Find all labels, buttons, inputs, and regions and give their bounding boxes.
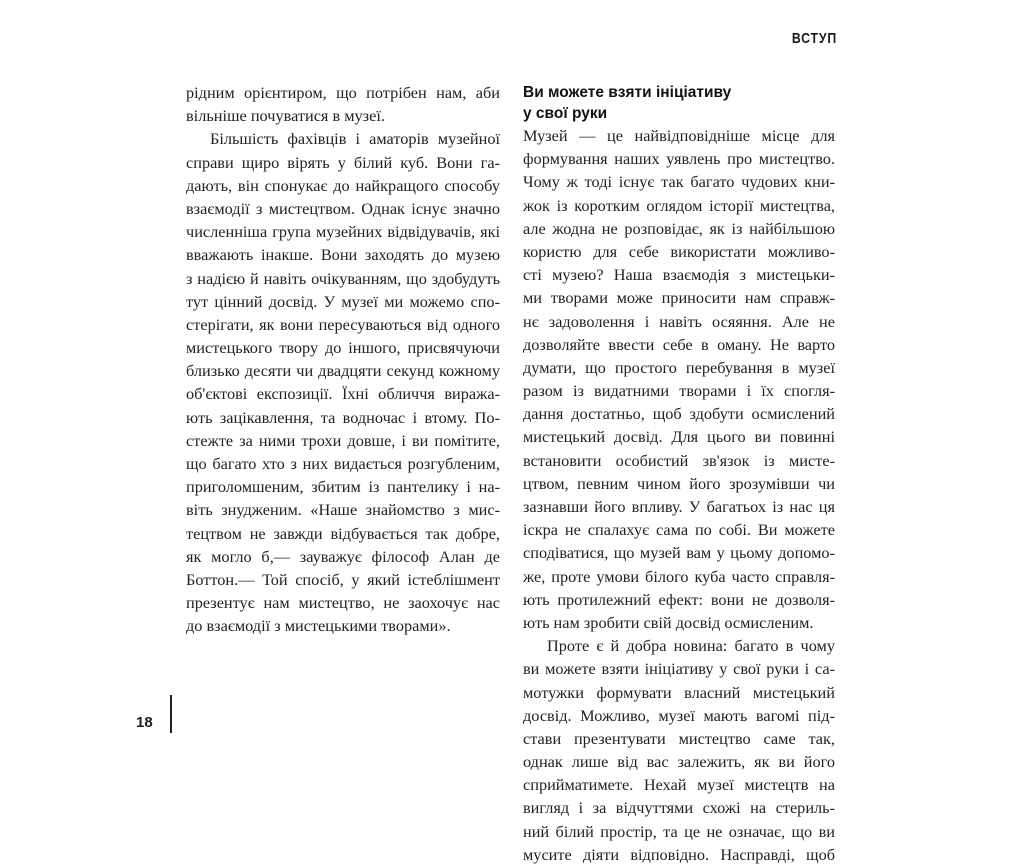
text-line: близько десяти чи двадцяти секунд кожному xyxy=(186,361,500,381)
running-head: ВСТУП xyxy=(791,30,837,47)
text-line: взаємодії з мистецтвом. Однак існує значно xyxy=(186,198,500,218)
text-line: але жодна не розповідає, як із найбільшою xyxy=(523,218,835,238)
text-line: ний білий простір, та це не означає, що ви xyxy=(523,821,835,841)
text-line: з надією й навіть очікуванням, що здобудуть xyxy=(186,268,500,288)
text-line: мотужки формувати власний мистецький xyxy=(523,682,835,702)
text-line: жок із коротким оглядом історії мистецтва, xyxy=(523,195,835,215)
text-line: як могло б,— зауважує філософ Алан де xyxy=(186,546,500,566)
text-line: Проте є й добра новина: багато в чому xyxy=(547,636,835,656)
text-line: Чому ж тоді існує так багато чудових кни- xyxy=(523,172,835,192)
section-heading xyxy=(523,83,835,124)
text-line: ють протилежний ефект: вони не дозволя- xyxy=(523,589,835,609)
text-line: до взаємодії з мистецькими творами». xyxy=(186,616,451,636)
text-line: дозволяйте ввести себе в оману. Не варто xyxy=(523,334,835,354)
text-line: Більшість фахівців і аматорів музейної xyxy=(210,129,500,149)
text-line: ви можете взяти ініціативу у свої руки і са- xyxy=(523,659,835,679)
text-line: стави презентувати мистецтво саме так, xyxy=(523,728,835,748)
text-line: досвід. Можливо, музеї мають вагомі під- xyxy=(523,705,835,725)
text-line: користю для себе використати можливо- xyxy=(523,241,835,261)
text-line: Музей — це найвідповідніше місце для xyxy=(523,126,835,145)
text-line: вільніше почуватися в музеї. xyxy=(186,106,385,126)
text-line: сті музею? Наша взаємодія з мистецьки- xyxy=(523,265,835,285)
text-line: сподіватися, що музей вам у цьому допомо- xyxy=(523,543,835,563)
text-line: віть знудженим. «Наше знайомство з мис- xyxy=(186,500,500,520)
text-line: об'єктові експозиції. Їхні обличчя виража- xyxy=(186,384,500,404)
text-line: тецтвом не завжди відбувається так добре, xyxy=(186,523,500,543)
text-line: мистецький досвід. Для цього ви повинні xyxy=(523,427,835,447)
text-line: вважають інакше. Вони заходять до музею xyxy=(186,245,500,265)
right-column xyxy=(523,81,835,866)
text-line: ють зацікавлення, та водночас і втому. По- xyxy=(186,407,500,427)
text-line: же, проте умови білого куба часто справля- xyxy=(523,566,835,586)
text-line: встановити особистий зв'язок із мисте- xyxy=(523,450,835,470)
text-line: справи щиро вірять у білий куб. Вони га- xyxy=(186,152,500,172)
text-line: вигляд і за відчуттями схожі на стериль- xyxy=(523,798,835,818)
section-heading-line: Ви можете взяти ініціативу xyxy=(523,84,732,101)
text-line: формування наших уявлень про мистецтво. xyxy=(523,149,835,169)
page-number-rule xyxy=(170,695,172,733)
text-line: сприйматимете. Нехай музеї мистецтв на xyxy=(523,775,835,795)
text-line: Боттон.— Той спосіб, у який істеблішмент xyxy=(186,569,500,589)
text-line: мусите діяти відповідно. Насправді, щоб xyxy=(523,844,835,864)
text-line: тут цінний досвід. У музеї ми можемо спо- xyxy=(186,291,500,311)
text-line: стерігати, як вони пересуваються від одного xyxy=(186,314,500,334)
text-line: приголомшеним, збитим із пантелику і на- xyxy=(186,477,500,497)
section-heading-line: у свої руки xyxy=(523,104,608,122)
page-number: 18 xyxy=(136,714,153,731)
text-line: іскра не спалахує сама по собі. Ви можете xyxy=(523,520,835,540)
text-line: однак лише від вас залежить, як ви його xyxy=(523,752,835,772)
left-column xyxy=(186,81,500,638)
text-line: цтвом, певним чином його зрозумівши чи xyxy=(523,473,835,493)
text-line: стежте за ними трохи довше, і ви помітите, xyxy=(186,430,500,450)
text-line: разом із видатними творами і їх спогля- xyxy=(523,381,835,401)
text-line: численніша група музейних відвідувачів, які xyxy=(186,222,500,242)
text-line: мистецького твору до іншого, присвячуючи xyxy=(186,338,500,358)
text-line: зазнавши його впливу. У багатьох із нас ця xyxy=(523,497,835,516)
text-line: нє задоволення і навіть осяяння. Але не xyxy=(523,311,835,331)
text-line: рідним орієнтиром, що потрібен нам, аби xyxy=(186,83,500,102)
right-column-body xyxy=(523,124,835,866)
text-line: ми творами може приносити нам справж- xyxy=(523,288,835,308)
text-line: презентує нам мистецтво, не заохочує нас xyxy=(186,593,500,613)
text-line: дання достатньо, щоб здобути осмислений xyxy=(523,404,835,424)
text-line: ють нам зробити свій досвід осмисленим. xyxy=(523,612,814,632)
text-line: дають, він спонукає до найкращого способу xyxy=(186,175,500,195)
text-line: що багато хто з них видається розгубленим, xyxy=(186,454,500,473)
text-line: думати, що простого перебування в музеї xyxy=(523,357,835,377)
